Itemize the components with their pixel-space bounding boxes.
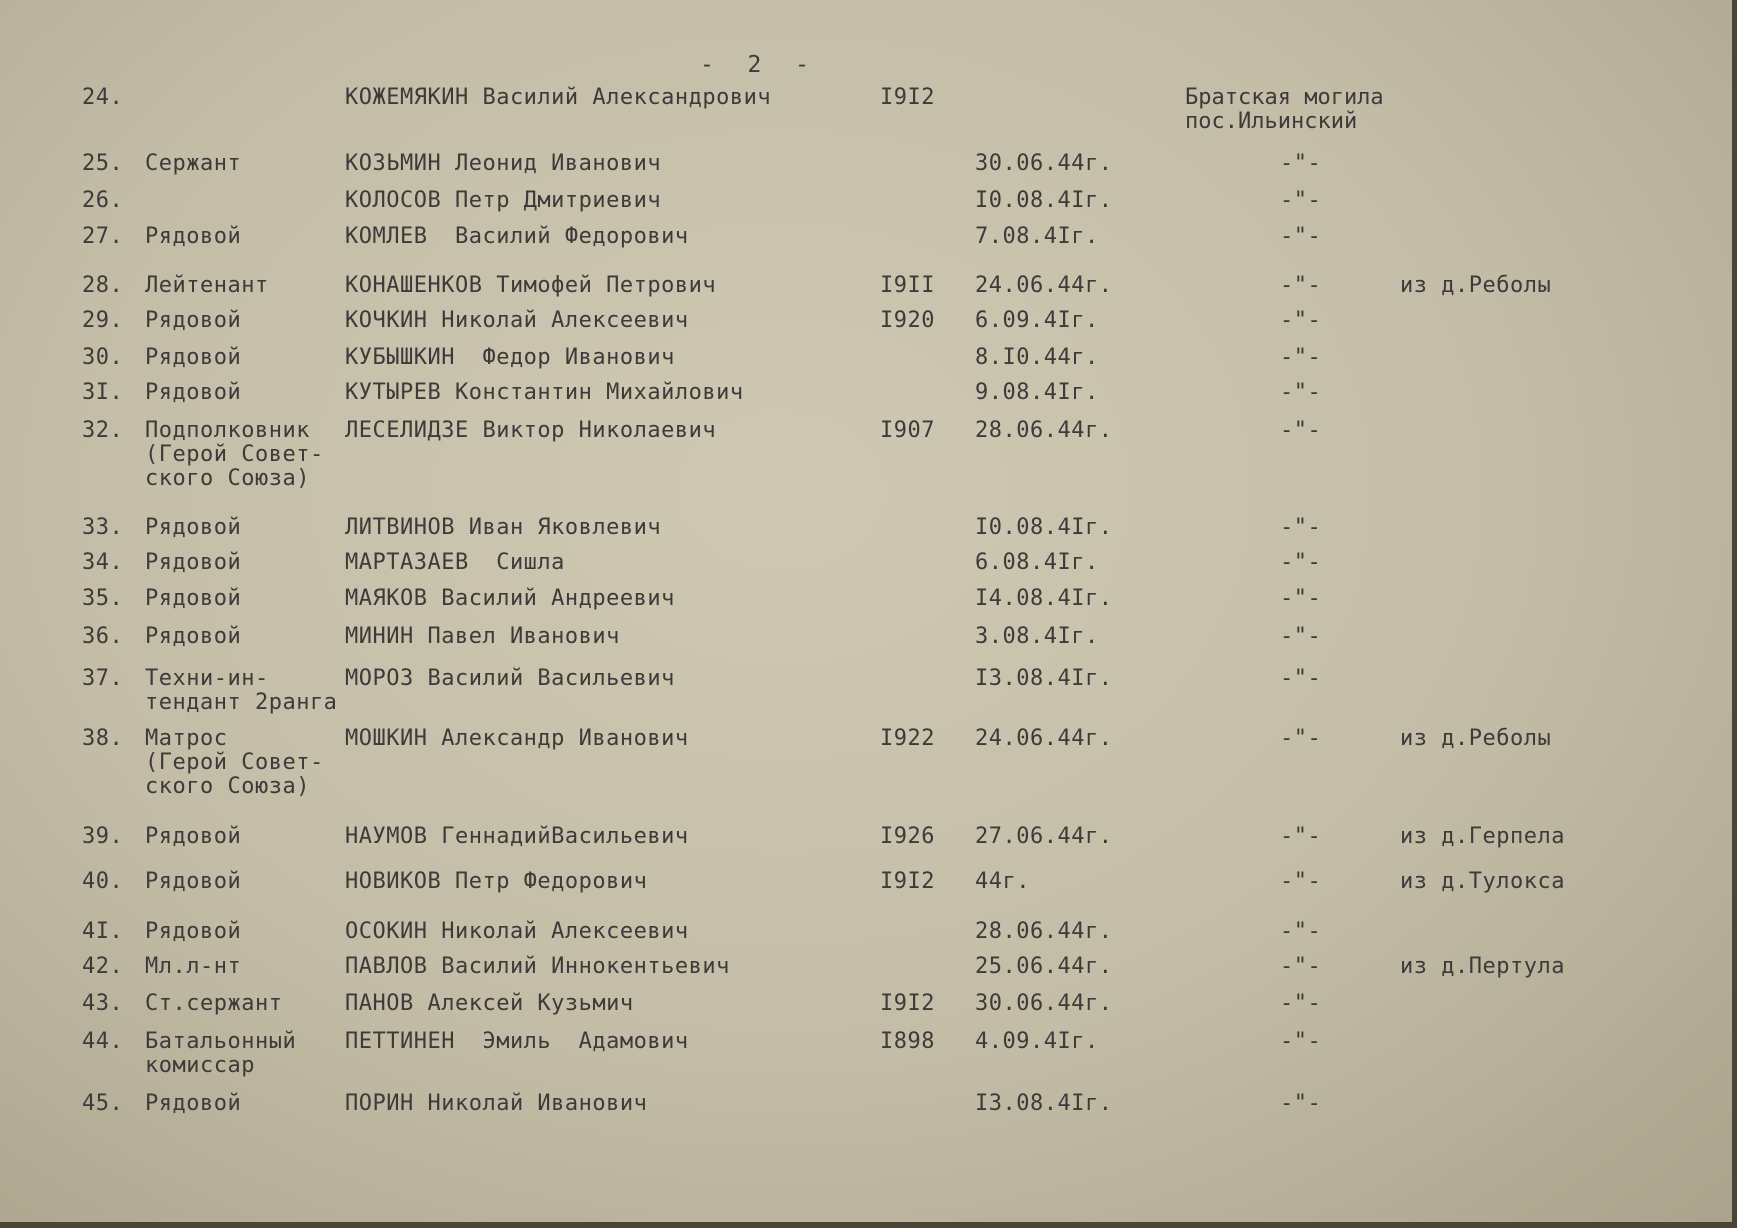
row-death-date: 4.09.4Iг. — [975, 1029, 1099, 1054]
row-burial-place: -"- — [1280, 666, 1322, 691]
row-number: 30. — [82, 345, 124, 370]
row-death-date: 3.08.4Iг. — [975, 624, 1099, 649]
row-name: МАЯКОВ Василий Андреевич — [345, 586, 675, 611]
row-rank: Рядовой — [145, 1091, 242, 1116]
row-rank: Рядовой — [145, 919, 242, 944]
row-birth-year: I9I2 — [880, 85, 935, 110]
row-number: 36. — [82, 624, 124, 649]
row-birth-year: I920 — [880, 308, 935, 333]
row-note: из д.Герпела — [1400, 824, 1565, 849]
row-death-date: 7.08.4Iг. — [975, 224, 1099, 249]
row-name: МОРОЗ Василий Васильевич — [345, 666, 675, 691]
row-birth-year: I898 — [880, 1029, 935, 1054]
row-rank: Техни-ин- тендант 2ранга — [145, 666, 338, 715]
row-name: КОЗЬМИН Леонид Иванович — [345, 151, 662, 176]
row-note: из д.Пертула — [1400, 954, 1565, 979]
row-death-date: 30.06.44г. — [975, 151, 1113, 176]
row-rank: Рядовой — [145, 824, 242, 849]
row-death-date: I0.08.4Iг. — [975, 515, 1113, 540]
row-burial-place: -"- — [1280, 1029, 1322, 1054]
row-death-date: 44г. — [975, 869, 1030, 894]
row-rank: Ст.сержант — [145, 991, 283, 1016]
row-rank: Матрос (Герой Совет- ского Союза) — [145, 726, 324, 799]
row-rank: Рядовой — [145, 624, 242, 649]
row-death-date: I0.08.4Iг. — [975, 188, 1113, 213]
row-death-date: 28.06.44г. — [975, 919, 1113, 944]
row-death-date: 9.08.4Iг. — [975, 380, 1099, 405]
row-rank: Сержант — [145, 151, 242, 176]
row-death-date: 24.06.44г. — [975, 726, 1113, 751]
row-name: ЛЕСЕЛИДЗЕ Виктор Николаевич — [345, 418, 717, 443]
row-name: НОВИКОВ Петр Федорович — [345, 869, 648, 894]
row-death-date: 6.09.4Iг. — [975, 308, 1099, 333]
row-name: ПОРИН Николай Иванович — [345, 1091, 648, 1116]
row-burial-place: -"- — [1280, 624, 1322, 649]
row-burial-place: -"- — [1280, 380, 1322, 405]
row-burial-place: -"- — [1280, 586, 1322, 611]
row-rank: Батальонный комиссар — [145, 1029, 297, 1078]
row-rank: Мл.л-нт — [145, 954, 242, 979]
row-burial-place: -"- — [1280, 919, 1322, 944]
row-number: 24. — [82, 85, 124, 110]
row-birth-year: I9II — [880, 273, 935, 298]
row-name: КОЛОСОВ Петр Дмитриевич — [345, 188, 662, 213]
row-rank: Рядовой — [145, 869, 242, 894]
row-number: 32. — [82, 418, 124, 443]
row-number: 3I. — [82, 380, 124, 405]
row-note: из д.Тулокса — [1400, 869, 1565, 894]
row-number: 38. — [82, 726, 124, 751]
row-death-date: I3.08.4Iг. — [975, 666, 1113, 691]
row-rank: Рядовой — [145, 380, 242, 405]
row-number: 35. — [82, 586, 124, 611]
row-rank: Рядовой — [145, 586, 242, 611]
row-number: 26. — [82, 188, 124, 213]
row-burial-place: -"- — [1280, 954, 1322, 979]
row-name: ЛИТВИНОВ Иван Яковлевич — [345, 515, 662, 540]
row-number: 25. — [82, 151, 124, 176]
row-burial-place: -"- — [1280, 869, 1322, 894]
row-burial-place: -"- — [1280, 991, 1322, 1016]
row-name: КОЖЕМЯКИН Василий Александрович — [345, 85, 772, 110]
row-rank: Рядовой — [145, 345, 242, 370]
row-number: 44. — [82, 1029, 124, 1054]
row-birth-year: I926 — [880, 824, 935, 849]
page-edge-bottom — [0, 1222, 1737, 1228]
row-rank: Рядовой — [145, 550, 242, 575]
row-birth-year: I907 — [880, 418, 935, 443]
row-burial-place: -"- — [1280, 1091, 1322, 1116]
row-name: МАРТАЗАЕВ Сишла — [345, 550, 565, 575]
row-rank: Лейтенант — [145, 273, 269, 298]
row-number: 42. — [82, 954, 124, 979]
row-number: 40. — [82, 869, 124, 894]
row-name: КУТЫРЕВ Константин Михайлович — [345, 380, 744, 405]
row-burial-place: -"- — [1280, 418, 1322, 443]
row-number: 43. — [82, 991, 124, 1016]
row-number: 28. — [82, 273, 124, 298]
row-name: КОНАШЕНКОВ Тимофей Петрович — [345, 273, 717, 298]
row-name: МИНИН Павел Иванович — [345, 624, 620, 649]
row-name: ПАВЛОВ Василий Иннокентьевич — [345, 954, 730, 979]
row-note: из д.Реболы — [1400, 726, 1552, 751]
row-burial-place: -"- — [1280, 550, 1322, 575]
row-burial-place: -"- — [1280, 273, 1322, 298]
row-birth-year: I9I2 — [880, 991, 935, 1016]
row-burial-place: -"- — [1280, 308, 1322, 333]
row-death-date: 28.06.44г. — [975, 418, 1113, 443]
row-death-date: 24.06.44г. — [975, 273, 1113, 298]
row-name: КОЧКИН Николай Алексеевич — [345, 308, 689, 333]
row-name: ОСОКИН Николай Алексеевич — [345, 919, 689, 944]
row-death-date: 6.08.4Iг. — [975, 550, 1099, 575]
row-birth-year: I922 — [880, 726, 935, 751]
row-rank: Подполковник (Герой Совет- ского Союза) — [145, 418, 324, 491]
burial-place-header: Братская могила пос.Ильинский — [1185, 85, 1384, 134]
row-death-date: 25.06.44г. — [975, 954, 1113, 979]
row-death-date: I3.08.4Iг. — [975, 1091, 1113, 1116]
row-death-date: I4.08.4Iг. — [975, 586, 1113, 611]
row-number: 29. — [82, 308, 124, 333]
row-death-date: 27.06.44г. — [975, 824, 1113, 849]
row-name: ПАНОВ Алексей Кузьмич — [345, 991, 634, 1016]
row-name: НАУМОВ ГеннадийВасильевич — [345, 824, 689, 849]
row-burial-place: -"- — [1280, 224, 1322, 249]
row-number: 37. — [82, 666, 124, 691]
row-number: 39. — [82, 824, 124, 849]
row-name: МОШКИН Александр Иванович — [345, 726, 689, 751]
row-number: 4I. — [82, 919, 124, 944]
row-birth-year: I9I2 — [880, 869, 935, 894]
row-name: ПЕТТИНЕН Эмиль Адамович — [345, 1029, 689, 1054]
row-number: 34. — [82, 550, 124, 575]
row-burial-place: -"- — [1280, 515, 1322, 540]
row-burial-place: -"- — [1280, 188, 1322, 213]
row-burial-place: -"- — [1280, 726, 1322, 751]
row-rank: Рядовой — [145, 515, 242, 540]
row-name: КОМЛЕВ Василий Федорович — [345, 224, 689, 249]
row-name: КУБЫШКИН Федор Иванович — [345, 345, 675, 370]
row-number: 45. — [82, 1091, 124, 1116]
row-burial-place: -"- — [1280, 345, 1322, 370]
row-death-date: 8.I0.44г. — [975, 345, 1099, 370]
row-rank: Рядовой — [145, 224, 242, 249]
page-number: - 2 - — [700, 52, 811, 78]
row-death-date: 30.06.44г. — [975, 991, 1113, 1016]
row-note: из д.Реболы — [1400, 273, 1552, 298]
row-burial-place: -"- — [1280, 824, 1322, 849]
row-number: 27. — [82, 224, 124, 249]
row-rank: Рядовой — [145, 308, 242, 333]
page-edge-right — [1732, 0, 1737, 1228]
row-number: 33. — [82, 515, 124, 540]
row-burial-place: -"- — [1280, 151, 1322, 176]
